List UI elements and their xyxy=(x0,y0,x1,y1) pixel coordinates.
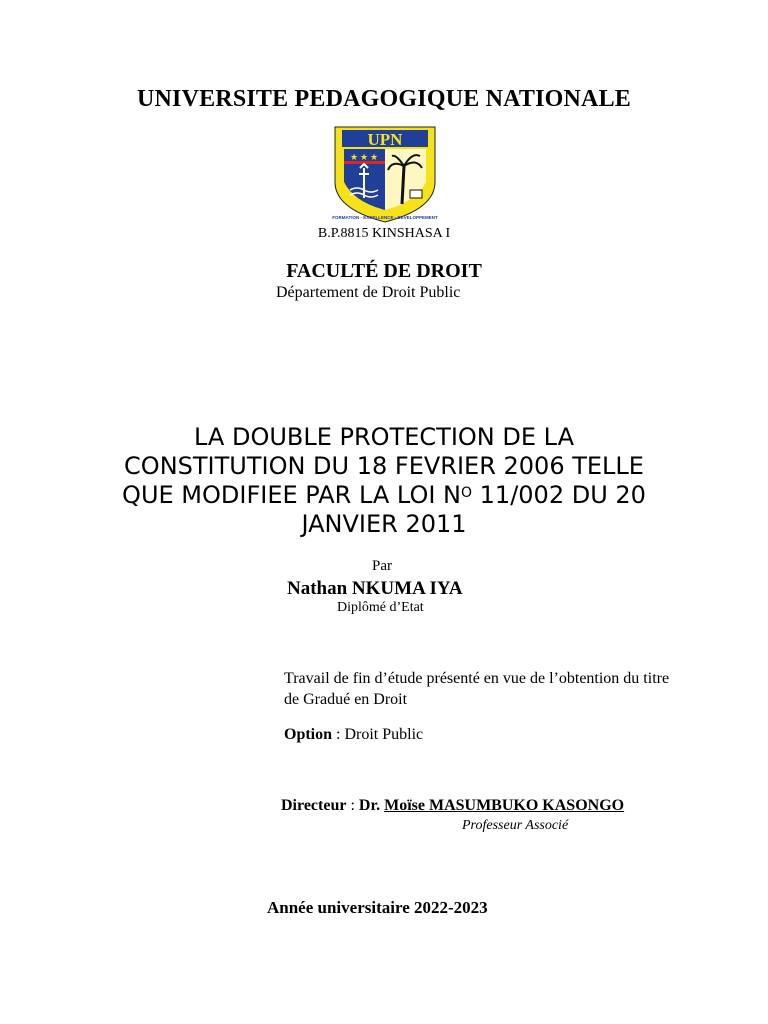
option-line xyxy=(284,726,423,744)
title-line-4: JANVIER 2011 xyxy=(301,510,467,538)
svg-text:★: ★ xyxy=(360,152,369,162)
svg-text:FORMATION - EXCELLENCE - DEVEL: FORMATION - EXCELLENCE - DEVELOPPEMENT xyxy=(332,215,438,220)
upn-logo xyxy=(330,124,440,224)
work-description: Travail de fin d’étude présenté en vue de l’obtention du titre de Gradué en Droit xyxy=(284,670,670,708)
option-value: Droit Public xyxy=(344,726,424,743)
department-name: Département de Droit Public xyxy=(276,284,461,301)
director-label: Directeur xyxy=(281,797,347,814)
director-line xyxy=(281,797,624,815)
author-name: Nathan NKUMA IYA xyxy=(287,578,463,599)
author-title: Diplômé d’Etat xyxy=(337,600,424,615)
title-line-1: LA DOUBLE PROTECTION DE LA xyxy=(194,423,574,451)
director-name: Moïse MASUMBUKO KASONGO xyxy=(384,797,625,814)
by-label: Par xyxy=(372,558,392,574)
thesis-title xyxy=(90,423,678,539)
director-title: Professeur Associé xyxy=(462,818,569,833)
svg-text:UPN: UPN xyxy=(367,130,403,149)
svg-text:★: ★ xyxy=(350,152,359,162)
option-separator: : xyxy=(332,726,345,743)
title-number-superscript: O xyxy=(461,485,473,501)
university-name: UNIVERSITE PEDAGOGIQUE NATIONALE xyxy=(136,86,632,112)
faculty-name: FACULTÉ DE DROIT xyxy=(286,260,482,282)
title-line-3-text: QUE MODIFIEE PAR LA LOI N xyxy=(122,481,461,509)
title-line-3-end: 11/002 DU 20 xyxy=(472,481,646,509)
postal-address: B.P.8815 KINSHASA I xyxy=(317,226,451,241)
director-honorific: Dr. xyxy=(358,797,385,814)
title-line-2: CONSTITUTION DU 18 FEVRIER 2006 TELLE xyxy=(124,452,644,480)
option-label: Option xyxy=(284,726,333,743)
svg-text:★: ★ xyxy=(370,152,379,162)
title-line-3 xyxy=(90,481,678,510)
director-separator: : xyxy=(346,797,359,814)
academic-year: Année universitaire 2022-2023 xyxy=(267,898,488,917)
